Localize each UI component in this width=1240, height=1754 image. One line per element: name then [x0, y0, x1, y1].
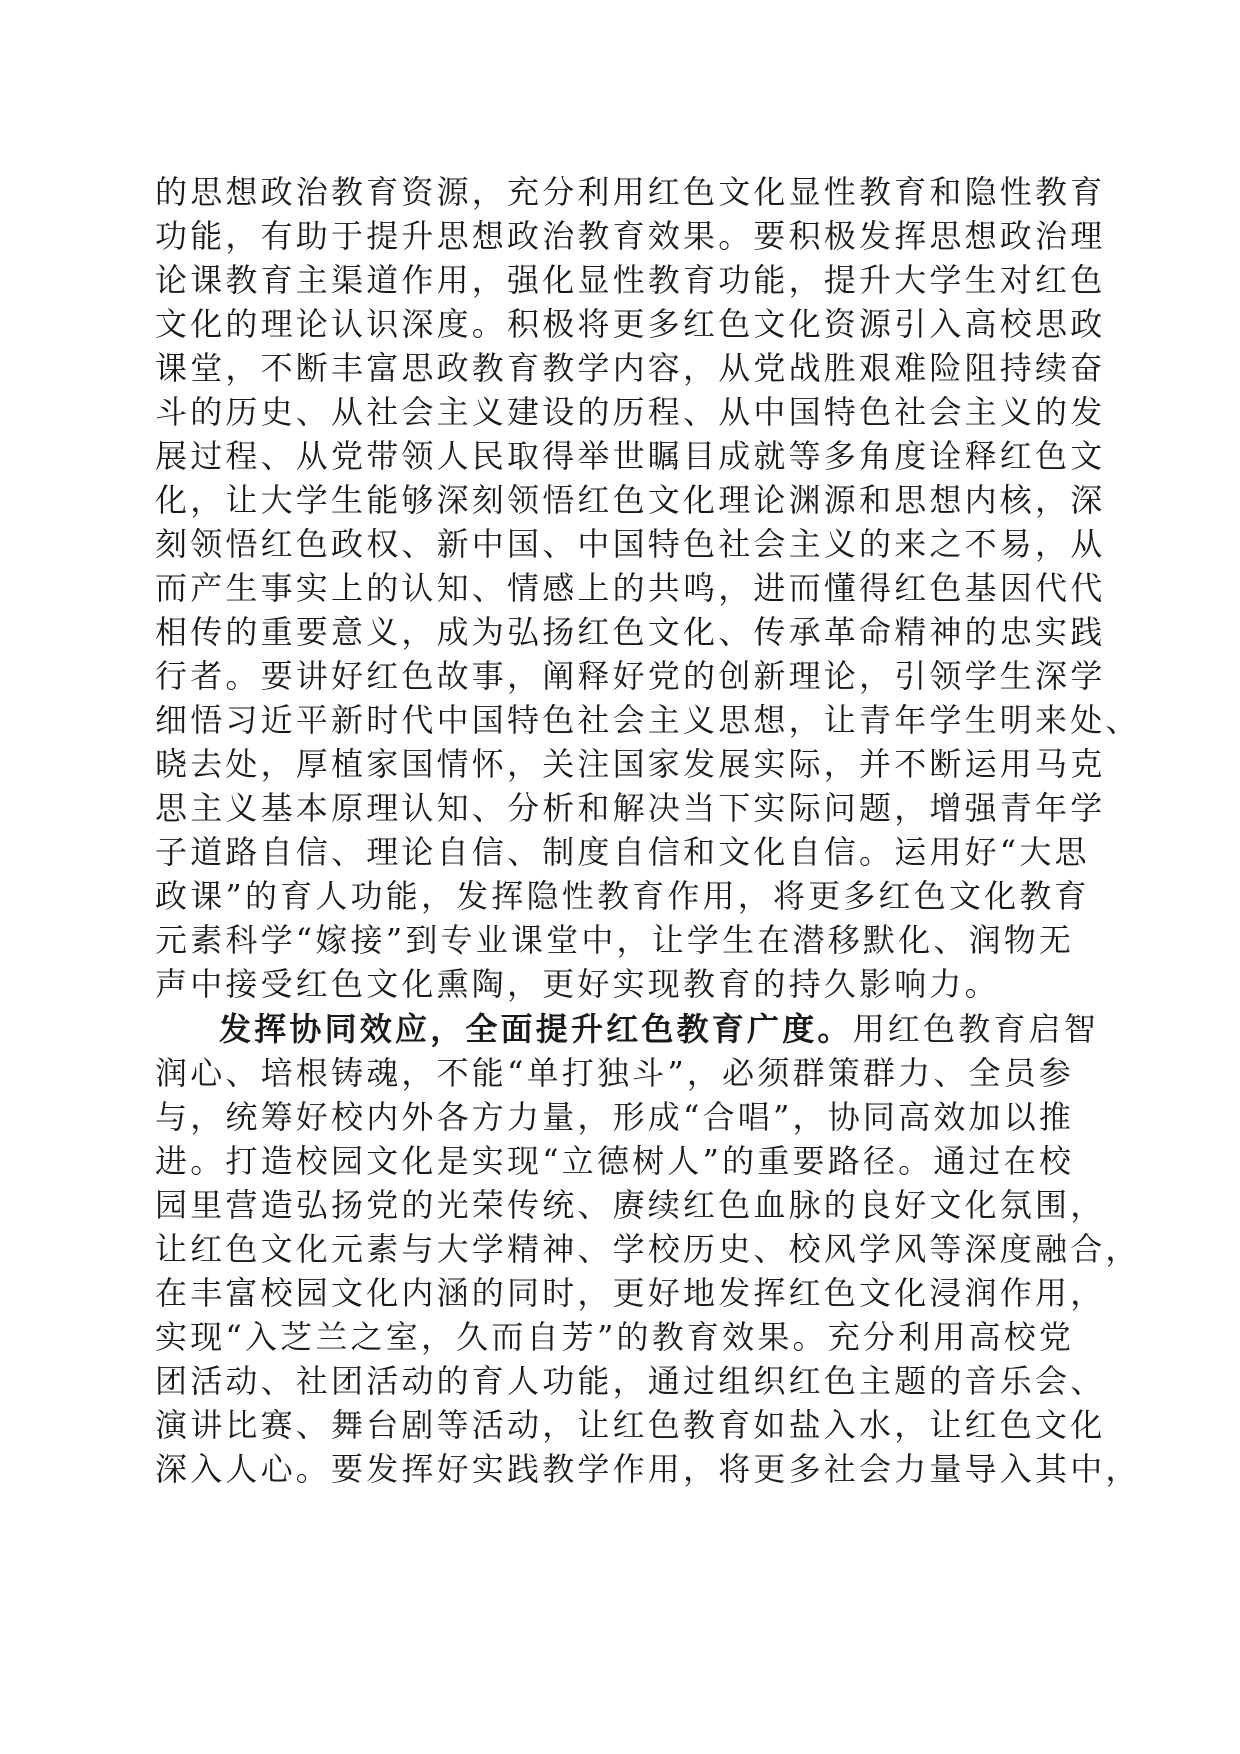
paragraph-line: 实现“入芝兰之室，久而自芳”的教育效果。充分利用高校党	[155, 1318, 1075, 1356]
paragraph-line: 政课”的育人功能，发挥隐性教育作用，将更多红色文化教育	[155, 877, 1090, 915]
paragraph-line: 功能，有助于提升思想政治教育效果。要积极发挥思想政治理	[155, 217, 1106, 255]
paragraph-line: 文化的理论认识深度。积极将更多红色文化资源引入高校思政	[155, 305, 1106, 343]
paragraph-line: 润心、培根铸魂，不能“单打独斗”，必须群策群力、全员参	[155, 1054, 1075, 1092]
paragraph-line: 与，统筹好校内外各方力量，形成“合唱”，协同高效加以推	[155, 1098, 1075, 1136]
paragraph-line: 而产生事实上的认知、情感上的共鸣，进而懂得红色基因代代	[155, 569, 1106, 607]
heading-continuation: 用红色教育启智	[852, 1010, 1100, 1048]
paragraph-line: 演讲比赛、舞台剧等活动，让红色教育如盐入水，让红色文化	[155, 1406, 1106, 1444]
paragraph-line: 让红色文化元素与大学精神、学校历史、校风学风等深度融合，	[155, 1230, 1141, 1268]
paragraph-first-line	[155, 1007, 1100, 1051]
paragraph-line: 园里营造弘扬党的光荣传统、赓续红色血脉的良好文化氛围，	[155, 1186, 1106, 1224]
paragraph-line: 晓去处，厚植家国情怀，关注国家发展实际，并不断运用马克	[155, 745, 1106, 783]
paragraph-line: 展过程、从党带领人民取得举世瞩目成就等多角度诠释红色文	[155, 437, 1106, 475]
paragraph-line: 斗的历史、从社会主义建设的历程、从中国特色社会主义的发	[155, 393, 1106, 431]
paragraph-line: 课堂，不断丰富思政教育教学内容，从党战胜艰难险阻持续奋	[155, 349, 1106, 387]
paragraph-line: 元素科学“嫁接”到专业课堂中，让学生在潜移默化、润物无	[155, 921, 1075, 959]
paragraph-1	[155, 170, 1141, 1006]
paragraph-line: 深入人心。要发挥好实践教学作用，将更多社会力量导入其中，	[155, 1450, 1141, 1488]
paragraph-line: 在丰富校园文化内涵的同时，更好地发挥红色文化浸润作用，	[155, 1274, 1106, 1312]
paragraph-line: 进。打造校园文化是实现“立德树人”的重要路径。通过在校	[155, 1142, 1075, 1180]
paragraph-line: 思主义基本原理认知、分析和解决当下实际问题，增强青年学	[155, 789, 1106, 827]
paragraph-line: 相传的重要意义，成为弘扬红色文化、传承革命精神的忠实践	[155, 613, 1106, 651]
paragraph-line: 的思想政治教育资源，充分利用红色文化显性教育和隐性教育	[155, 173, 1106, 211]
paragraph-line: 论课教育主渠道作用，强化显性教育功能，提升大学生对红色	[155, 261, 1106, 299]
section-heading: 发挥协同效应，全面提升红色教育广度。	[219, 1010, 853, 1048]
paragraph-line: 声中接受红色文化熏陶，更好实现教育的持久影响力。	[155, 965, 1000, 1003]
paragraph-line: 团活动、社团活动的育人功能，通过组织红色主题的音乐会、	[155, 1362, 1106, 1400]
paragraph-line: 细悟习近平新时代中国特色社会主义思想，让青年学生明来处、	[155, 701, 1141, 739]
paragraph-line: 化，让大学生能够深刻领悟红色文化理论渊源和思想内核，深	[155, 481, 1106, 519]
paragraph-line: 子道路自信、理论自信、制度自信和文化自信。运用好“大思	[155, 833, 1090, 871]
paragraph-2	[155, 1007, 1141, 1491]
paragraph-line: 行者。要讲好红色故事，阐释好党的创新理论，引领学生深学	[155, 657, 1106, 695]
paragraph-line: 刻领悟红色政权、新中国、中国特色社会主义的来之不易，从	[155, 525, 1106, 563]
